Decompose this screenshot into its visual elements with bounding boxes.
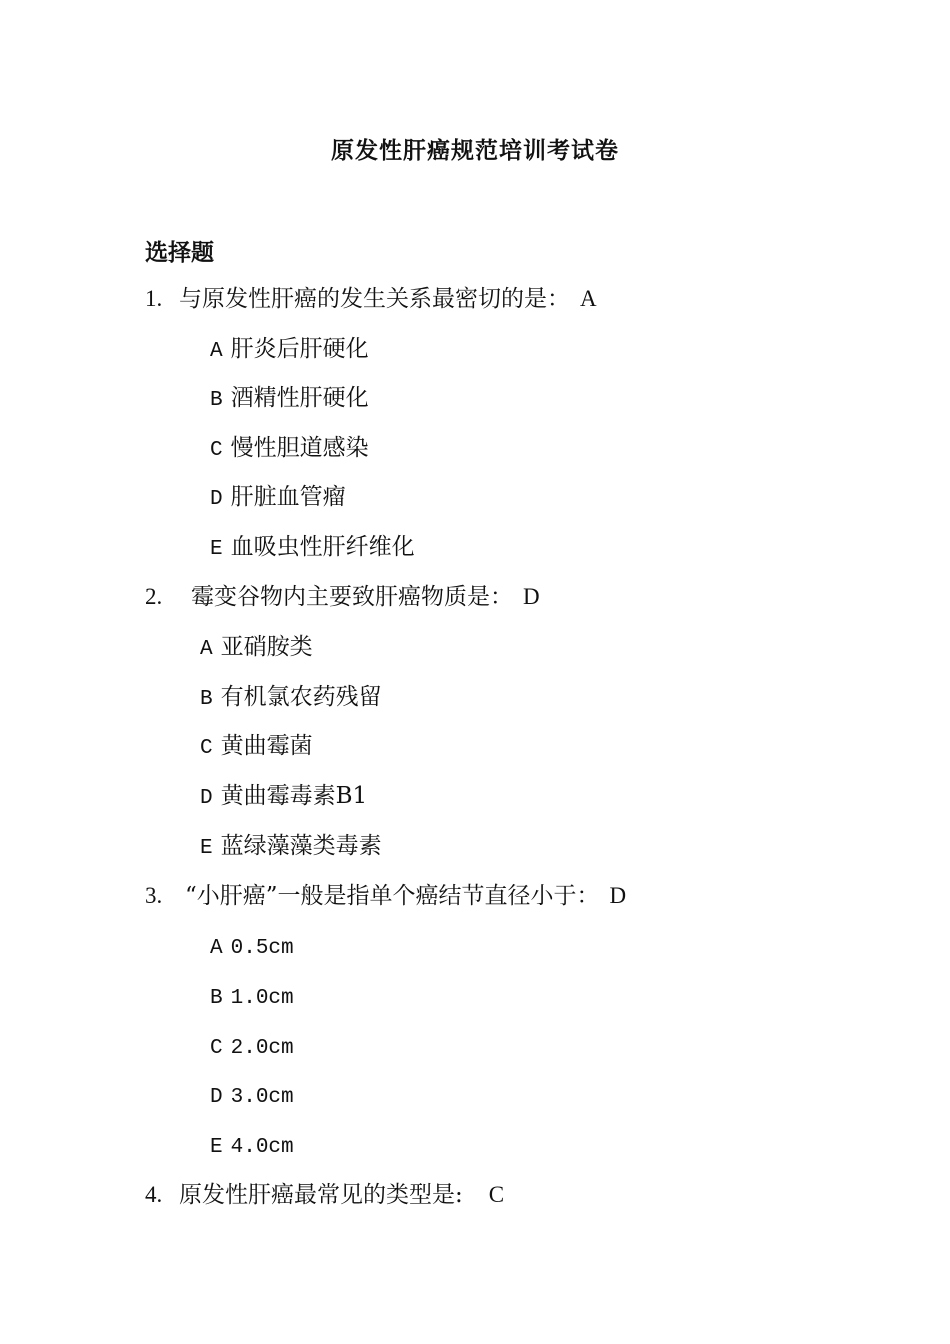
exam-title: 原发性肝癌规范培训考试卷 <box>331 137 619 164</box>
option-text: 亚硝胺类 <box>220 634 313 660</box>
question-answer: D <box>523 584 540 609</box>
option-letter: D <box>210 1086 223 1109</box>
option-letter: C <box>210 439 223 462</box>
option-1e <box>210 532 415 565</box>
question-4 <box>145 1180 504 1210</box>
option-3a <box>210 931 302 964</box>
question-text: 与原发性肝癌的发生关系最密切的是： <box>179 286 570 312</box>
section-heading: 选择题 <box>145 239 214 266</box>
option-letter: D <box>200 787 213 810</box>
option-3e <box>210 1130 302 1163</box>
option-text: 0.5cm <box>230 937 294 960</box>
option-text: 有机氯农药残留 <box>220 684 382 710</box>
question-3 <box>145 881 626 911</box>
option-text: 血吸虫性肝纤维化 <box>230 534 415 560</box>
question-number: 2. <box>145 584 163 609</box>
question-1 <box>145 284 597 314</box>
option-letter: A <box>210 340 223 363</box>
question-text: “小肝癌”一般是指单个癌结节直径小于： <box>185 883 600 909</box>
option-letter: E <box>210 538 223 561</box>
option-text: 1.0cm <box>230 987 294 1010</box>
option-letter: C <box>200 737 213 760</box>
option-text: 黄曲霉菌 <box>220 733 313 759</box>
question-number: 3. <box>145 883 163 908</box>
option-text: 黄曲霉毒素B1 <box>220 783 368 809</box>
question-number: 4. <box>145 1182 163 1207</box>
option-letter: E <box>200 837 213 860</box>
option-letter: B <box>200 688 213 711</box>
option-1a <box>210 334 369 367</box>
option-text: 4.0cm <box>230 1136 294 1159</box>
option-1c <box>210 433 369 466</box>
option-1d <box>210 482 346 515</box>
option-letter: A <box>210 937 223 960</box>
option-3c <box>210 1031 302 1064</box>
option-3b <box>210 981 302 1014</box>
option-1b <box>210 383 369 416</box>
option-letter: B <box>210 987 223 1010</box>
option-text: 3.0cm <box>230 1086 294 1109</box>
option-2e <box>200 831 382 864</box>
option-text: 酒精性肝硬化 <box>230 385 369 411</box>
option-text: 2.0cm <box>230 1037 294 1060</box>
option-2c <box>200 731 313 764</box>
option-letter: E <box>210 1136 223 1159</box>
option-3d <box>210 1080 302 1113</box>
option-letter: B <box>210 389 223 412</box>
option-letter: D <box>210 488 223 511</box>
question-2 <box>145 582 540 612</box>
option-2d <box>200 781 367 814</box>
option-text: 肝炎后肝硬化 <box>230 336 369 362</box>
option-2b <box>200 682 382 715</box>
option-letter: A <box>200 638 213 661</box>
question-answer: C <box>488 1182 505 1207</box>
option-text: 肝脏血管瘤 <box>230 484 346 510</box>
option-text: 慢性胆道感染 <box>230 435 369 461</box>
option-letter: C <box>210 1037 223 1060</box>
option-2a <box>200 632 313 665</box>
option-text: 蓝绿藻藻类毒素 <box>220 833 382 859</box>
question-text: 霉变谷物内主要致肝癌物质是： <box>191 584 513 610</box>
question-answer: D <box>609 883 627 908</box>
question-answer: A <box>580 286 597 311</box>
question-number: 1. <box>145 286 163 311</box>
question-text: 原发性肝癌最常见的类型是: <box>179 1182 463 1208</box>
